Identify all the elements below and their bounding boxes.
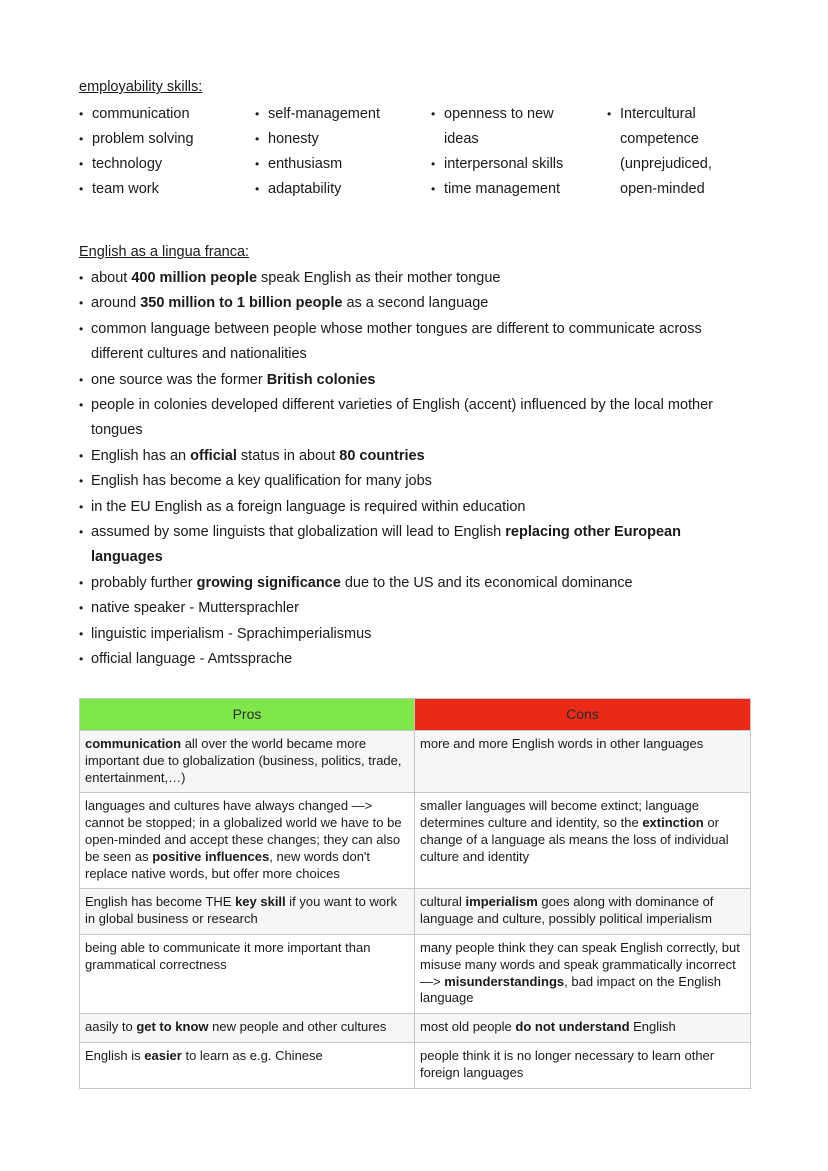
table-row	[80, 1014, 751, 1043]
text-run: English is	[85, 1047, 145, 1063]
list-item	[79, 622, 750, 647]
skill-item	[79, 152, 249, 177]
text-run: more and more English words in other languages	[420, 736, 704, 751]
skill-item	[255, 102, 425, 127]
bullet-icon: •	[255, 182, 260, 196]
skill-item	[255, 127, 425, 152]
text-run: official language - Amtssprache	[91, 651, 293, 668]
list-item	[79, 495, 750, 520]
bold-text: 400 million people	[131, 270, 258, 286]
pro-cell	[80, 934, 415, 1013]
list-item-text	[91, 524, 681, 565]
pros-header: Pros	[80, 699, 415, 731]
bullet-icon: •	[79, 132, 84, 146]
bullet-icon: •	[607, 107, 612, 121]
table-row	[80, 1042, 751, 1088]
text-run: , new words don't replace native words, but offer more choices	[85, 848, 371, 881]
text-run: new people and other cultures	[208, 1019, 387, 1035]
table-row	[80, 793, 751, 889]
text-run: English	[629, 1019, 676, 1035]
list-item-text	[91, 448, 425, 464]
text-run: if you want to work in global business or research	[85, 894, 397, 927]
lingua-franca-heading: English as a lingua franca:	[79, 244, 250, 260]
table-row	[80, 934, 751, 1013]
table-header-row	[80, 699, 751, 731]
text-run: due to the US and its economical dominance	[340, 574, 633, 591]
lingua-franca-list	[79, 266, 750, 673]
text-run: smaller languages will become extinct; language determines culture and identity, so the	[420, 798, 699, 831]
text-run: around	[91, 295, 141, 312]
skill-label: time management	[444, 181, 561, 197]
text-run: most old people	[420, 1019, 516, 1035]
con-cell	[415, 889, 751, 935]
text-run: as a second language	[342, 295, 489, 312]
skill-label: interpersonal skills	[444, 156, 564, 172]
text-run: , bad impact on the English language	[420, 973, 721, 1006]
skills-column-3	[431, 102, 601, 202]
bullet-icon: •	[79, 499, 84, 514]
skill-label-continued: ideas	[444, 131, 479, 147]
list-item-text	[91, 626, 371, 642]
list-item	[79, 596, 750, 621]
text-run: linguistic imperialism - Sprachimperialismus	[91, 625, 372, 642]
bullet-icon: •	[79, 448, 84, 463]
skill-item	[79, 177, 249, 202]
text-run: common language between people whose mother tongues are different to communicate across different cultures and nationalities	[91, 320, 702, 363]
skills-column-1	[79, 102, 249, 202]
skill-item	[431, 102, 601, 152]
skill-item	[431, 177, 601, 202]
pro-cell	[80, 731, 415, 793]
skill-item	[79, 127, 249, 152]
bullet-icon: •	[255, 107, 260, 121]
text-run: one source was the former	[91, 371, 267, 388]
bold-text: get to know	[136, 1019, 209, 1035]
text-run: native speaker - Muttersprachler	[91, 600, 299, 617]
list-item	[79, 291, 750, 316]
text-run: English has become a key qualification for many jobs	[91, 473, 432, 490]
table-row	[80, 731, 751, 793]
text-run: in the EU English as a foreign language is required within education	[91, 498, 526, 515]
list-item-text	[91, 397, 713, 438]
bullet-icon: •	[79, 372, 84, 387]
bold-text: easier	[144, 1047, 182, 1063]
text-run: about	[91, 270, 132, 286]
bullet-icon: •	[79, 107, 84, 121]
bullet-icon: •	[79, 474, 84, 489]
pro-cell	[80, 793, 415, 889]
bold-text: 350 million to 1 billion people	[140, 295, 343, 312]
text-run: probably further	[91, 574, 197, 591]
con-cell	[415, 1014, 751, 1043]
bold-text: replacing other European languages	[91, 524, 681, 566]
con-cell	[415, 1042, 751, 1088]
list-item-text	[91, 321, 702, 362]
skills-column-4	[607, 102, 777, 202]
text-run: English has an	[91, 447, 191, 464]
bold-text: British colonies	[266, 371, 376, 388]
text-run: people in colonies developed different varieties of English (accent) influenced by the local mother tongues	[91, 397, 713, 439]
text-run: people think it is no longer necessary to learn other foreign languages	[420, 1047, 715, 1080]
text-run: English has become THE	[85, 894, 236, 910]
skill-label: technology	[92, 156, 163, 172]
text-run: to learn as e.g. Chinese	[181, 1047, 323, 1063]
con-cell	[415, 793, 751, 889]
text-run: assumed by some linguists that globalization will lead to English	[91, 524, 506, 541]
bullet-icon: •	[431, 157, 436, 171]
con-cell	[415, 731, 751, 793]
list-item-text	[91, 600, 299, 616]
bullet-icon: •	[255, 132, 260, 146]
skills-column-2	[255, 102, 425, 202]
bold-text: do not understand	[515, 1019, 630, 1035]
pro-cell	[80, 1014, 415, 1043]
skill-label-continued: competence	[620, 131, 699, 147]
list-item	[79, 647, 750, 672]
text-run: many people think they can speak English correctly, but misuse many words and speak grammatically incorrect —>	[420, 939, 740, 989]
list-item	[79, 571, 750, 596]
bold-text: positive influences	[152, 848, 270, 864]
skill-item	[607, 102, 777, 202]
bullet-icon: •	[79, 525, 84, 540]
bullet-icon: •	[79, 652, 84, 667]
list-item-text	[91, 575, 633, 591]
list-item	[79, 317, 750, 368]
text-run: status in about	[236, 447, 340, 464]
bullet-icon: •	[79, 182, 84, 196]
list-item	[79, 444, 750, 469]
bold-text: growing significance	[196, 574, 341, 591]
list-item-text	[91, 372, 375, 388]
text-run: cultural	[420, 894, 466, 910]
bold-text: misunderstandings	[444, 973, 565, 989]
list-item	[79, 393, 750, 444]
list-item-text	[91, 295, 488, 311]
text-run: being able to communicate it more important than grammatical correctness	[85, 939, 371, 972]
bold-text: imperialism	[465, 894, 538, 910]
text-run: all over the world became more important due to globalization (business, politics, trade, entertainment,…)	[85, 736, 402, 785]
skill-label-continued: open-minded	[620, 181, 705, 197]
list-item-text	[91, 473, 432, 489]
bullet-icon: •	[79, 296, 84, 311]
skill-item	[431, 152, 601, 177]
bold-text: communication	[85, 736, 182, 751]
bullet-icon: •	[79, 271, 84, 285]
con-cell	[415, 934, 751, 1013]
skill-item	[79, 102, 249, 127]
pros-cons-table	[79, 698, 751, 1089]
skills-heading: employability skills:	[79, 79, 203, 95]
list-item-text	[91, 270, 500, 286]
skill-label: team work	[92, 181, 159, 197]
skill-label: problem solving	[92, 131, 194, 147]
bold-text: extinction	[642, 815, 704, 831]
bullet-icon: •	[79, 575, 84, 590]
bullet-icon: •	[79, 157, 84, 171]
skill-item	[255, 177, 425, 202]
skill-label: honesty	[268, 131, 319, 147]
bullet-icon: •	[79, 626, 84, 641]
skill-item	[255, 152, 425, 177]
list-item	[79, 520, 750, 571]
skill-label: self-management	[268, 106, 381, 122]
skill-label: Intercultural	[620, 106, 696, 122]
bold-text: key skill	[235, 894, 286, 910]
pro-cell	[80, 1042, 415, 1088]
bullet-icon: •	[79, 321, 84, 336]
bullet-icon: •	[431, 182, 436, 196]
skill-label: openness to new	[444, 106, 554, 122]
bullet-icon: •	[79, 601, 84, 616]
list-item	[79, 368, 750, 393]
list-item-text	[91, 499, 525, 515]
bullet-icon: •	[431, 107, 436, 121]
cons-header: Cons	[415, 699, 751, 731]
list-item	[79, 469, 750, 494]
bold-text: 80 countries	[339, 447, 425, 464]
skill-label: adaptability	[268, 181, 342, 197]
text-run: speak English as their mother tongue	[257, 270, 501, 286]
table-row	[80, 889, 751, 935]
bullet-icon: •	[79, 398, 84, 413]
skill-label: enthusiasm	[268, 156, 343, 172]
skill-label-continued: (unprejudiced,	[620, 156, 712, 172]
list-item	[79, 266, 750, 291]
skill-label: communication	[92, 106, 190, 122]
bold-text: official	[190, 447, 237, 464]
bullet-icon: •	[255, 157, 260, 171]
text-run: languages and cultures have always changed —> cannot be stopped; in a globalized world we have to be open-minded and accept these changes; they can also be seen as	[85, 798, 402, 864]
text-run: goes along with dominance of language and culture, possibly political imperialism	[420, 894, 714, 927]
list-item-text	[91, 651, 292, 667]
text-run: or change of a language als means the loss of individual culture and identity	[420, 815, 729, 864]
text-run: aasily to	[85, 1019, 137, 1035]
pro-cell	[80, 889, 415, 935]
